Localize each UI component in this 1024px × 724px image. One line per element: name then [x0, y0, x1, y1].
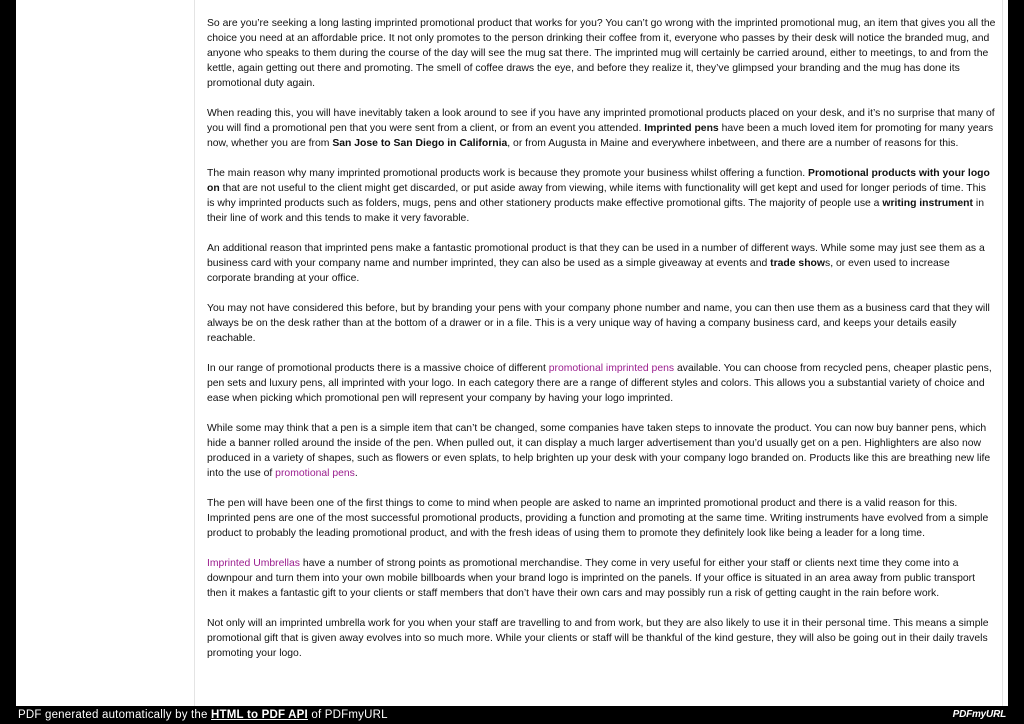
text-run: The pen will have been one of the first things to come to mind when people are asked to name an imprinted promotional product and there is a valid reason for this. Imprinted pens are one of the most successful promotional products, providing a function and promoting at the same time. Writing instruments have evolved from a simple product to probably the leading promotional product, and with the fresh ideas of using them to promote they definitely look like being a leader for a long time. [207, 498, 989, 539]
article-paragraph [207, 16, 1002, 91]
text-run: , or from Augusta in Maine and everywhere inbetween, and there are a number of reasons for this. [507, 138, 959, 149]
footer-prefix: PDF generated automatically by the [18, 709, 212, 721]
bold-text: Promotional products with your logo on [207, 168, 990, 194]
footer-text [18, 708, 388, 722]
text-run: have a number of strong points as promotional merchandise. They come in very useful for either your staff or clients next time they come into a downpour and turn them into your own mobile billboards when your brand logo is imprinted on the panels. If your office is situated in an area away from public transport then it makes a fantastic gift to your clients or staff members that don’t have their own cars and may possibly run a risk of getting caught in the rain before work. [207, 558, 975, 599]
article-paragraph [207, 241, 1002, 286]
inline-link[interactable]: promotional pens [275, 468, 355, 479]
text-run: s, or even used to increase corporate branding at your office. [207, 258, 950, 284]
article-paragraph [207, 556, 1002, 601]
text-run: The main reason why many imprinted promotional products work is because they promote your business whilst offering a function. [207, 168, 809, 179]
text-run: have been a much loved item for promoting for many years now, whether you are from [207, 123, 994, 149]
text-run: Not only will an imprinted umbrella work for you when your staff are travelling to and from work, but they are also likely to use it in their personal time. This means a simple promotional gift that is given away evolves into so much more. While your clients or staff will be thankful of the kind gesture, they will also be going out in their daily travels promoting your logo. [207, 618, 989, 659]
text-run: in their line of work and this tends to make it very favorable. [207, 198, 984, 224]
text-run: that are not useful to the client might get discarded, or put aside away from viewing, while items with functionality will get kept and used for longer periods of time. This is why imprinted products such as folders, mugs, pens and other stationery products make effective promotional gifts. The majority of people use a [207, 183, 986, 209]
article-paragraph [207, 496, 1002, 541]
text-run: So are you’re seeking a long lasting imprinted promotional product that works for you? You can’t go wrong with the imprinted promotional mug, an item that gives you all the choice you need at an affordable price. It not only promotes to the person drinking their coffee from it, everyone who passes by their desk will notice the branded mug, and anyone who speaks to them during the course of the day will see the mug sat there. The imprinted mug will certainly be carried around, either to meetings, to and from the kettle, again getting out there and promoting. The smell of coffee draws the eye, and before they realize it, they’ve glimpsed your branding and the mug has done its promotional duty again. [207, 18, 996, 89]
bold-text: Imprinted pens [644, 123, 719, 134]
text-run: When reading this, you will have inevitably taken a look around to see if you have any imprinted promotional products placed on your desk, and it’s no surprise that many of you will find a promotional pen that you were sent from a client, or from an event you attended. [207, 108, 995, 134]
bold-text: trade show [770, 258, 825, 269]
article-paragraph [207, 421, 1002, 481]
text-run: You may not have considered this before, but by branding your pens with your company phone number and name, you can then use them as a business card that they will always be on the desk rather than at the bottom of a drawer or in a file. This is a very unique way of having a company business card, and keeps your details easily reachable. [207, 303, 990, 344]
article-content [194, 0, 1003, 706]
page-sheet [16, 0, 1008, 706]
inline-link[interactable]: Imprinted Umbrellas [207, 558, 300, 569]
article-paragraph [207, 301, 1002, 346]
html-to-pdf-api-link[interactable]: HTML to PDF API [211, 709, 308, 721]
pdf-footer-bar [0, 706, 1024, 724]
text-run: An additional reason that imprinted pens make a fantastic promotional product is that they can be used in a number of different ways. While some may just see them as a business card with your company name and number imprinted, they can also be used as a simple giveaway at events and [207, 243, 985, 269]
pdfmyurl-logo: PDFmyURL [952, 709, 1006, 720]
bold-text: San Jose to San Diego in California [332, 138, 508, 149]
text-run: While some may think that a pen is a simple item that can’t be changed, some companies have taken steps to innovate the product. You can now buy banner pens, which hide a banner rolled around the inside of the pen. When pulled out, it can display a much larger advertisement than you’d usually get on a pen. Highlighters are also now produced in a variety of shapes, such as flowers or even splats, to help brighten up your desk with your company logo branded on. Products like this are breathing new life into the use of [207, 423, 991, 479]
article-paragraph [207, 361, 1002, 406]
bold-text: writing instrument [882, 198, 973, 209]
text-run: . [354, 468, 358, 479]
footer-suffix: of PDFmyURL [307, 709, 388, 721]
text-run: available. You can choose from recycled pens, cheaper plastic pens, pen sets and luxury pens, all imprinted with your logo. In each category there are a range of different styles and colors. This allows you a substantial variety of choice and ease when picking which promotional pen will represent your company by having your logo imprinted. [207, 363, 992, 404]
article-paragraph [207, 106, 1002, 151]
inline-link[interactable]: promotional imprinted pens [548, 363, 675, 374]
article-paragraph [207, 616, 1002, 661]
article-paragraph [207, 166, 1002, 226]
text-run: In our range of promotional products there is a massive choice of different [207, 363, 549, 374]
